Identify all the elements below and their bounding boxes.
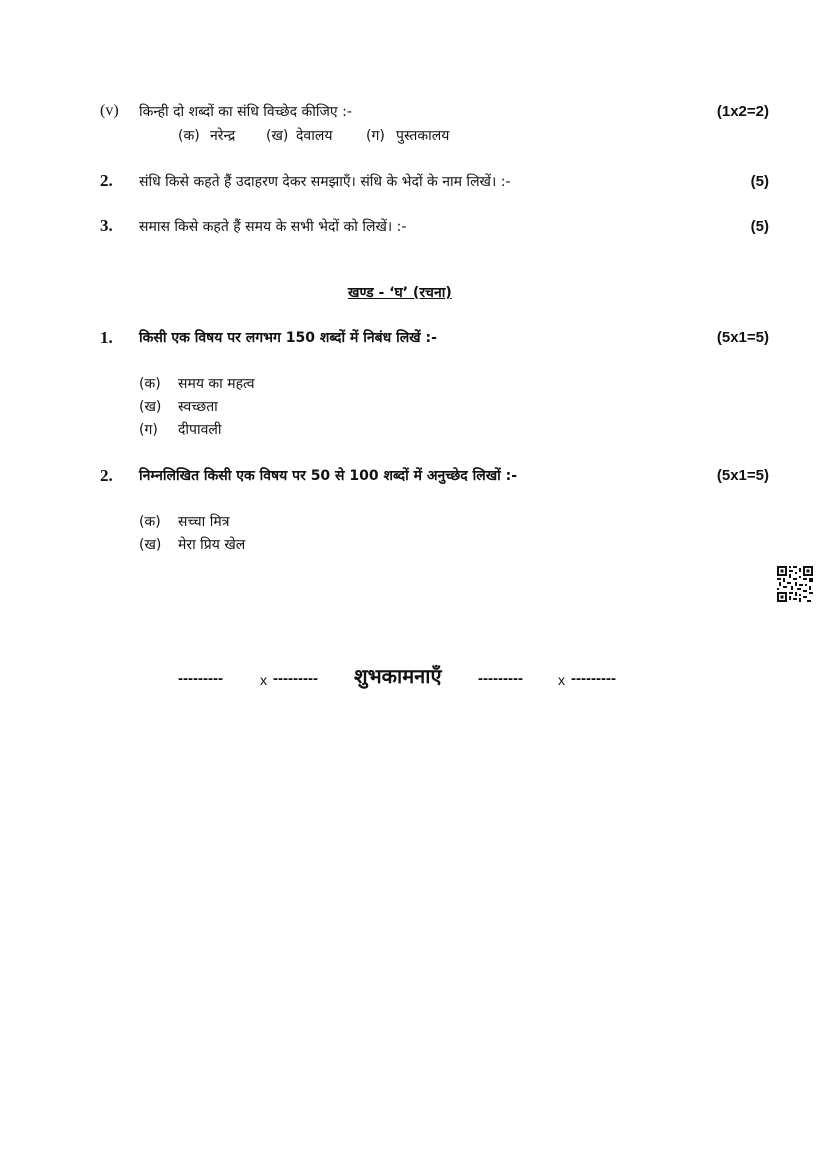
footer-dashes: --------- xyxy=(478,670,523,687)
section-question-2-number: 2. xyxy=(100,466,113,485)
section-question-2-marks: (5x1=5) xyxy=(716,467,769,484)
question-2-number: 2. xyxy=(100,171,113,190)
footer-dashes: --------- xyxy=(273,670,318,687)
option-label: (ख) xyxy=(139,537,162,553)
option-label: (ख) xyxy=(139,399,162,415)
option-text: मेरा प्रिय खेल xyxy=(178,537,246,553)
option-label: (ग) xyxy=(366,128,385,144)
question-3-text: समास किसे कहते हैं समय के सभी भेदों को लिखें। :- xyxy=(139,219,407,235)
question-2-text: संधि किसे कहते हैं उदाहरण देकर समझाएँ। संधि के भेदों के नाम लिखें। :- xyxy=(139,174,511,190)
section-question-1-number: 1. xyxy=(100,328,113,347)
option-label: (क) xyxy=(139,514,161,530)
footer-greeting: शुभकामनाएँ xyxy=(354,664,442,688)
option-text: देवालय xyxy=(296,128,333,144)
footer-dashes: --------- xyxy=(178,670,223,687)
option-label: (क) xyxy=(139,376,161,392)
option-text: नरेन्द्र xyxy=(210,128,236,144)
qr-code-icon xyxy=(776,565,814,603)
question-v-text: किन्ही दो शब्दों का संधि विच्छेद कीजिए :- xyxy=(139,104,352,120)
option-text: सच्चा मित्र xyxy=(178,514,230,530)
footer-dashes: --------- xyxy=(571,670,616,687)
section-title: खण्ड - ‘घ’ (रचना) xyxy=(348,285,452,301)
option-label: (ख) xyxy=(266,128,289,144)
option-label: (क) xyxy=(178,128,200,144)
question-3-marks: (5) xyxy=(750,218,769,235)
question-2-marks: (5) xyxy=(750,173,769,190)
question-v-marks: (1x2=2) xyxy=(716,103,769,120)
section-question-2-text: निम्नलिखित किसी एक विषय पर 50 से 100 शब्दों में अनुच्छेद लिखों :- xyxy=(139,468,518,484)
question-v-number: (v) xyxy=(100,102,119,119)
option-text: स्वच्छता xyxy=(178,399,218,415)
footer-x: x xyxy=(558,672,565,688)
option-text: दीपावली xyxy=(178,422,222,438)
section-question-1-marks: (5x1=5) xyxy=(716,329,769,346)
section-question-1-text: किसी एक विषय पर लगभग 150 शब्दों में निबंध लिखें :- xyxy=(139,330,437,346)
option-text: समय का महत्व xyxy=(178,376,255,392)
option-label: (ग) xyxy=(139,422,158,438)
question-3-number: 3. xyxy=(100,216,113,235)
footer-x: x xyxy=(260,672,267,688)
option-text: पुस्तकालय xyxy=(396,128,450,144)
